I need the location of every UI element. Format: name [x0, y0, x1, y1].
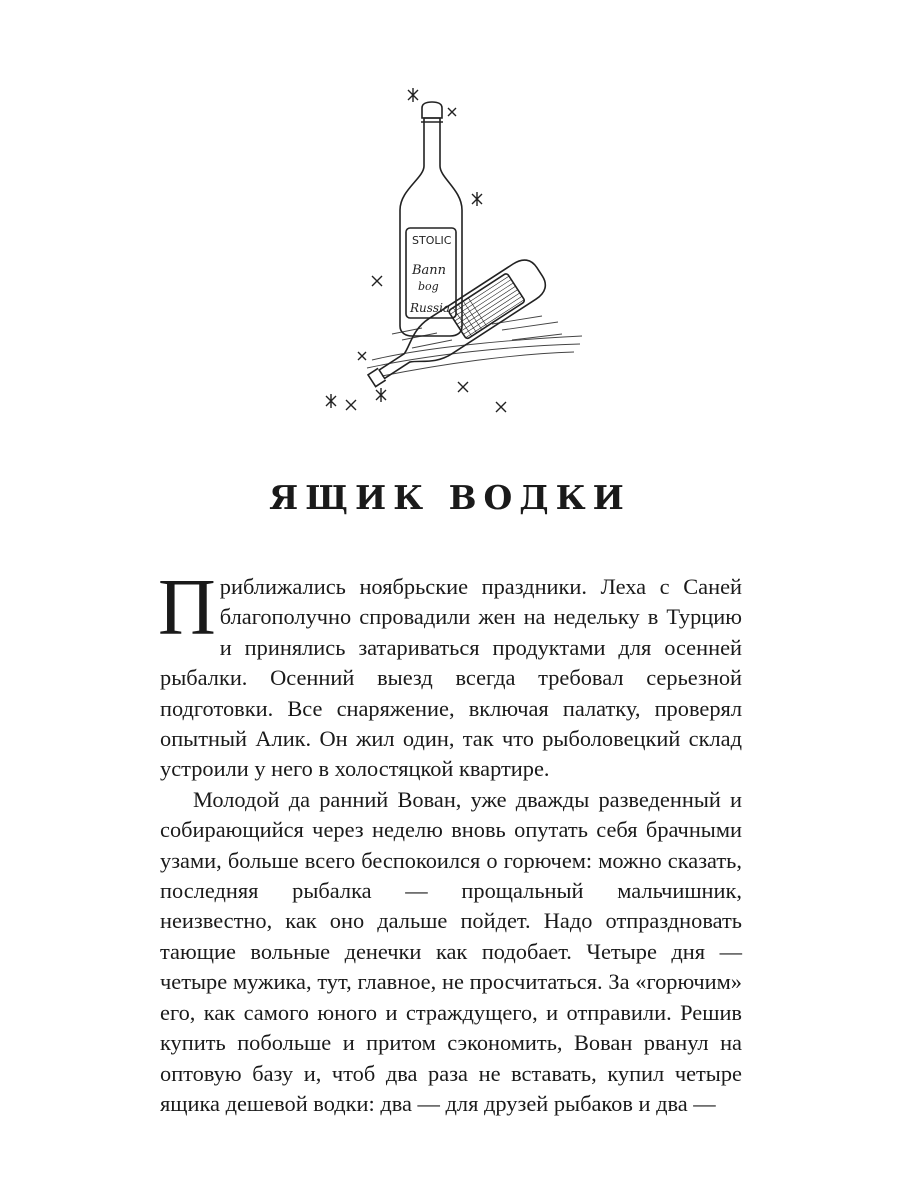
svg-text:Ваnn: Ваnn — [412, 263, 447, 278]
svg-text:STOLIC: STOLIC — [412, 234, 452, 247]
paragraph-1 — [158, 564, 742, 785]
drop-cap: П — [158, 564, 216, 652]
chapter-body — [158, 564, 742, 1119]
svg-text:Russia: Russia — [410, 301, 451, 315]
paragraph-2: Молодой да ранний Вован, уже дважды разведенный и собирающийся через неделю вновь опутать себя брачными узами, больше всего беспокоился о горючем: можно сказать, последняя рыбалка — прощальный мальчишник, неизвестно, как оно дальше пойдет. Надо отпраздновать тающие вольные денечки как подобает. Четыре дня — четыре мужика, тут, главное, не просчитаться. За «горючим» его, как самого юного и страждущего, и отправили. Решив купить побольше и притом сэкономить, Вован рванул на оптовую базу и, чтоб два раза не вставать, купил четыре ящика дешевой водки: два — для друзей рыбаков и два — — [160, 786, 742, 1116]
svg-text:bog: bog — [418, 280, 439, 293]
paragraph-1-text: риближались ноябрьские праздники. Леха с Саней благополучно спровадили жен на недельку в Турцию и принялись затариваться продуктами для осенней рыбалки. Осенний выезд всегда требовал серьезной подготовки. Все снаряжение, включая палатку, проверял опытный Алик. Он жил один, так что рыболовецкий склад устроили у него в холостяцкой квартире. — [160, 574, 742, 782]
vodka-bottles-illustration — [312, 78, 598, 430]
chapter-title: ЯЩИК ВОДКИ — [269, 478, 631, 517]
